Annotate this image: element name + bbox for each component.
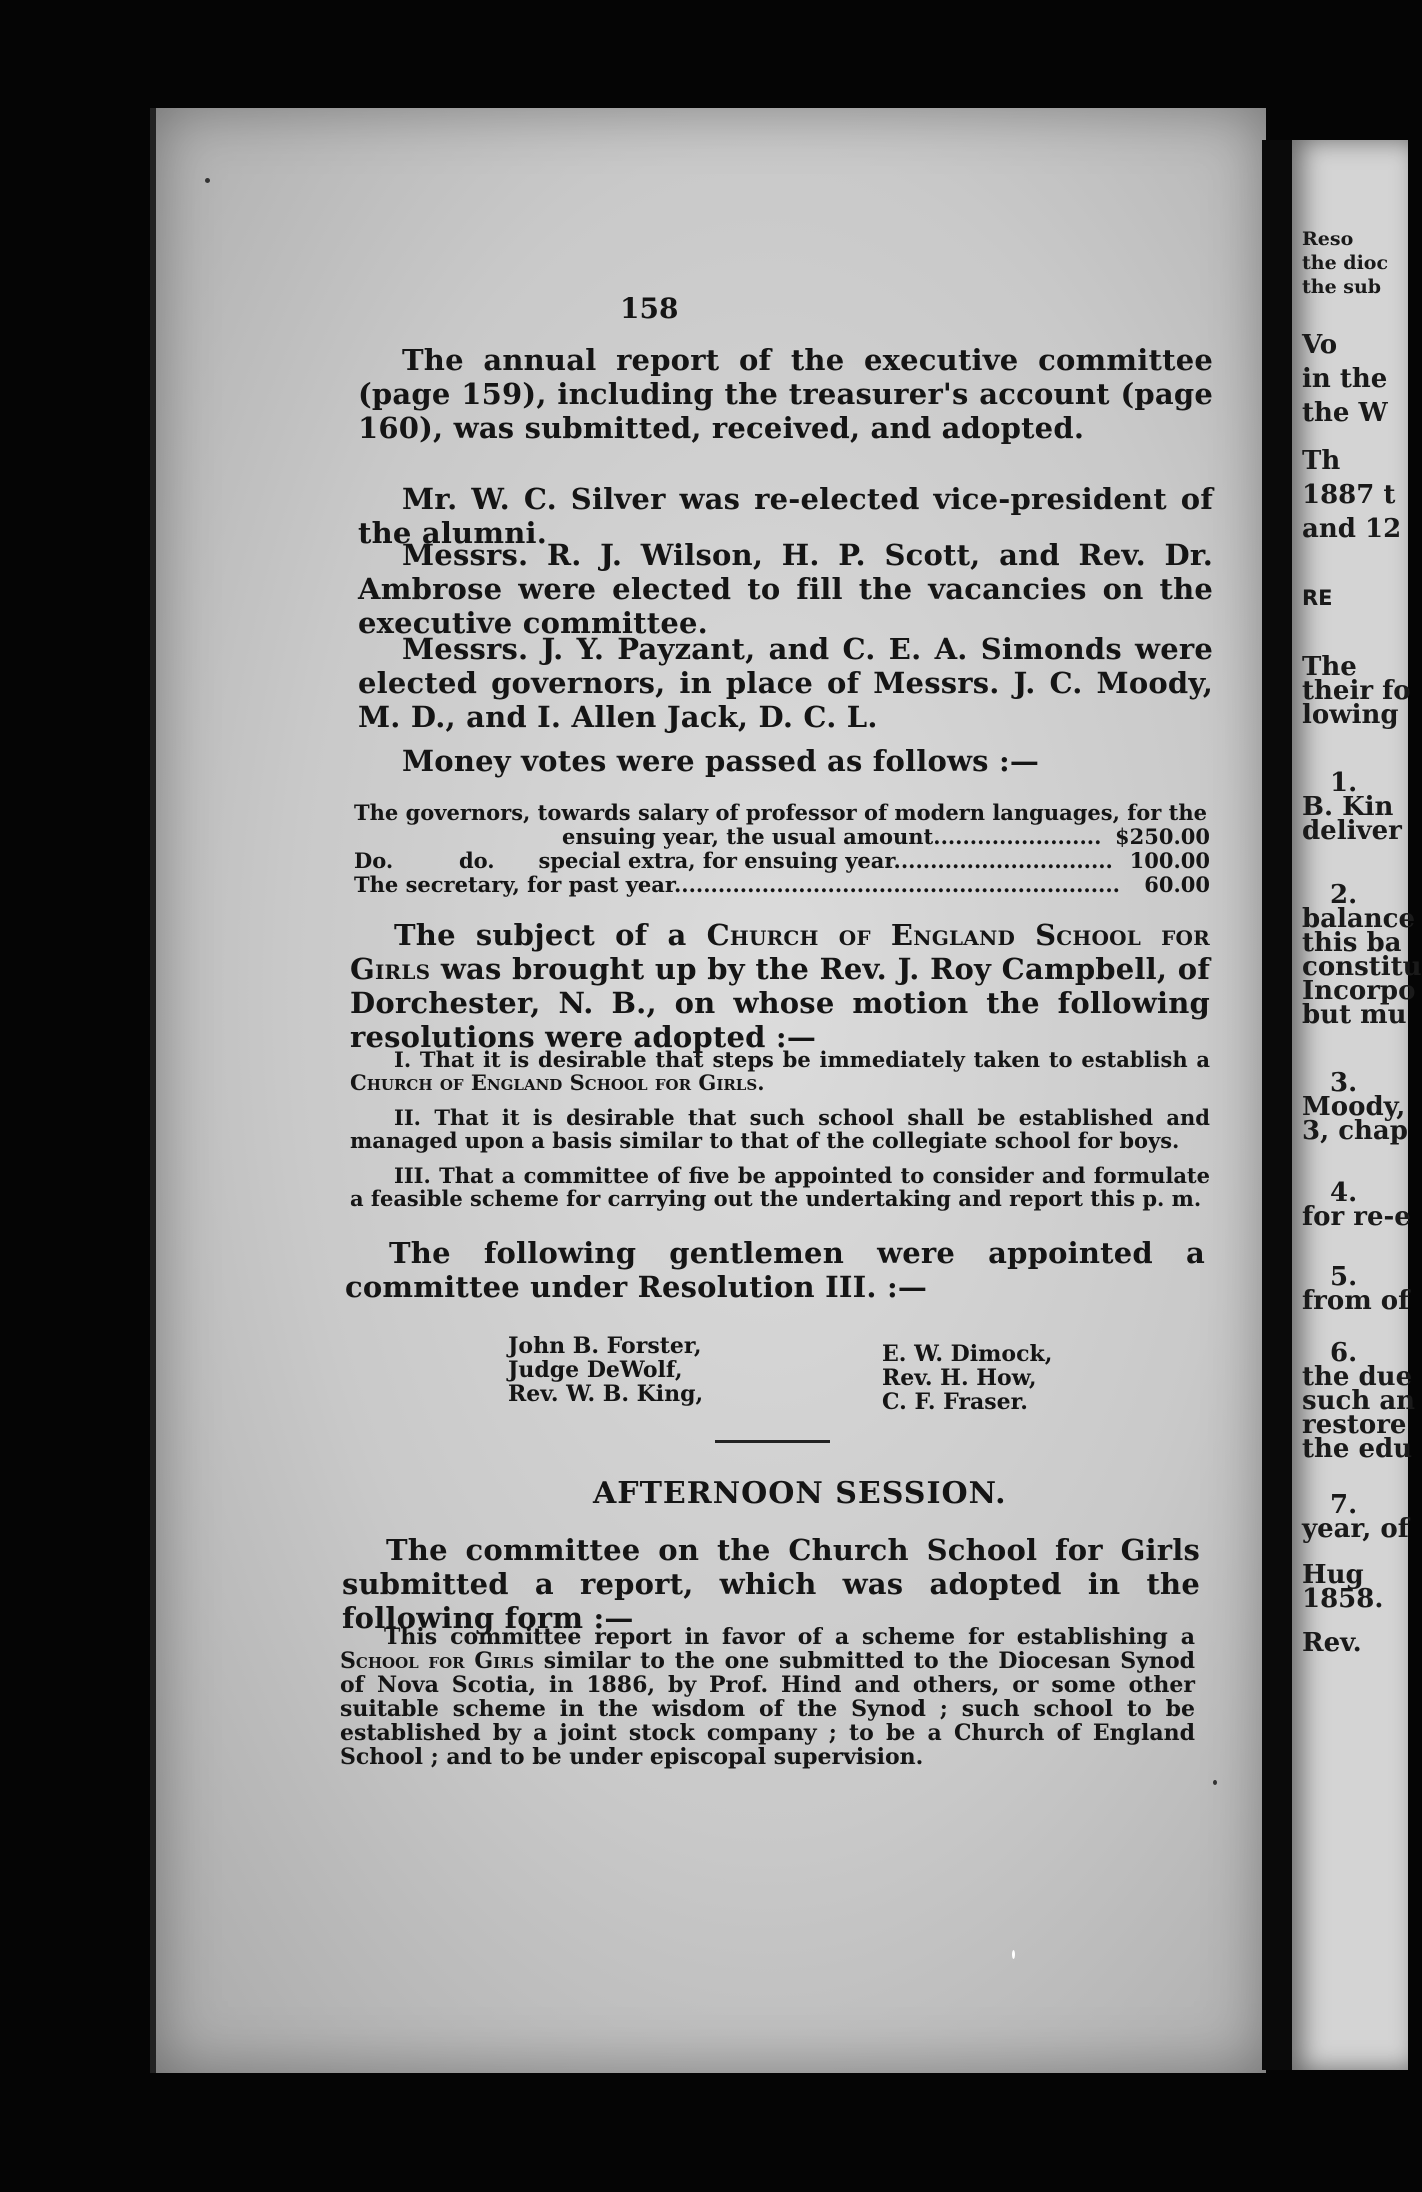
adjacent-page-text: 2. (1330, 880, 1358, 910)
adjacent-page-text: restore (1302, 1410, 1407, 1440)
section-divider (715, 1440, 830, 1443)
money-vote-amount-1: $250.00 (1115, 824, 1210, 849)
paragraph-governors: Messrs. J. Y. Payzant, and C. E. A. Simonds were elected governors, in place of Messrs. J. C. Moody, M. D., and I. Allen Jack, D. C. L. (358, 632, 1213, 734)
subject-post: was brought up by the Rev. J. Roy Campbell, of Dorchester, N. B., on whose motion the following resolutions were adopted :— (350, 952, 1210, 1054)
resolution-1-pre: I. That it is desirable that steps be immediately taken to establish a (394, 1047, 1210, 1072)
adjacent-page-text: the due (1302, 1362, 1413, 1392)
report-post: similar to the one submitted to the Diocesan Synod of Nova Scotia, in 1886, by Prof. Hind and others, or some other suitable scheme in the wisdom of the Synod ; such school to be established by a joint stock company ; to be a Church of England School ; and to be under episcopal supervision. (340, 1648, 1196, 1770)
money-vote-row-3: The secretary, for past year............................................................. (354, 872, 1120, 897)
adjacent-page-text: 1887 t (1302, 480, 1396, 510)
adjacent-page-text: 1. (1330, 768, 1358, 798)
adjacent-page-text: 6. (1330, 1338, 1358, 1368)
paragraph-annual-report: The annual report of the executive committee (page 159), including the treasurer's account (page 160), was submitted, received, and adopted. (358, 343, 1213, 445)
adjacent-page-text: but mu (1302, 1000, 1407, 1030)
committee-member: C. F. Fraser. (882, 1389, 1028, 1415)
committee-report (340, 1625, 1195, 1769)
adjacent-page-text: from of (1302, 1286, 1410, 1316)
adjacent-page-text: year, of (1302, 1514, 1409, 1544)
adjacent-page-text: Incorpo (1302, 976, 1416, 1006)
scan-speck (1012, 1950, 1015, 1959)
adjacent-page-fragment (1292, 140, 1422, 2070)
resolution-1-post: . (757, 1070, 765, 1095)
money-vote-row-2: Do. do. special extra, for ensuing year.............................. (354, 848, 1113, 873)
adjacent-page-text: Moody, (1302, 1092, 1406, 1122)
adjacent-page-text: 4. (1330, 1178, 1358, 1208)
adjacent-page-text: balance (1302, 904, 1416, 934)
adjacent-page-text: lowing (1302, 700, 1399, 730)
committee-member: Rev. H. How, (882, 1365, 1037, 1391)
report-school-name: School for Girls (340, 1648, 535, 1674)
scan-speck (1213, 1780, 1217, 1785)
adjacent-page-text: this ba (1302, 928, 1402, 958)
adjacent-page-text: for re-e (1302, 1202, 1411, 1232)
adjacent-page-text: and 12 (1302, 514, 1402, 544)
paragraph-elected-committee: Messrs. R. J. Wilson, H. P. Scott, and Rev. Dr. Ambrose were elected to fill the vacancies on the executive committee. (358, 538, 1213, 640)
adjacent-page-text: the sub (1302, 276, 1382, 298)
paragraph-money-votes: Money votes were passed as follows :— (402, 744, 1040, 778)
adjacent-page-text: in the (1302, 364, 1388, 394)
paragraph-subject (350, 918, 1210, 1054)
adjacent-page-text: the W (1302, 398, 1388, 428)
committee-member: Rev. W. B. King, (508, 1381, 704, 1407)
adjacent-page-text: constitu (1302, 952, 1422, 982)
scan-speck (205, 178, 210, 183)
adjacent-page-text: B. Kin (1302, 792, 1394, 822)
adjacent-page-text: Rev. (1302, 1628, 1362, 1658)
adjacent-page-text: such an (1302, 1386, 1416, 1416)
resolution-2: II. That it is desirable that such school shall be established and managed upon a basis similar to that of the collegiate school for boys. (350, 1105, 1210, 1153)
adjacent-page-text: 3. (1330, 1068, 1358, 1098)
adjacent-page-text: their fo (1302, 676, 1411, 706)
resolution-1 (350, 1048, 1210, 1094)
committee-member: Judge DeWolf, (508, 1357, 683, 1383)
resolution-1-school-name: Church of England School for Girls (350, 1070, 758, 1095)
subject-school-name: Church of England School for Girls (350, 918, 1210, 986)
adjacent-page-text: 5. (1330, 1262, 1358, 1292)
adjacent-page-text: RE (1302, 586, 1333, 610)
adjacent-page-text: 7. (1330, 1490, 1358, 1520)
resolution-3: III. That a committee of five be appointed to consider and formulate a feasible scheme for carrying out the undertaking and report this p. m. (350, 1163, 1210, 1211)
money-vote-amount-2: 100.00 (1129, 848, 1210, 873)
adjacent-page-text: 1858. (1302, 1584, 1384, 1614)
adjacent-page-text: the dioc (1302, 252, 1389, 274)
adjacent-page-text: 3, chap (1302, 1116, 1408, 1146)
paragraph-silver: Mr. W. C. Silver was re-elected vice-president of the alumni. (358, 482, 1213, 550)
adjacent-page-text: The (1302, 652, 1357, 682)
money-vote-row-1-line-2: ensuing year, the usual amount....................... (562, 824, 1102, 849)
committee-member: E. W. Dimock, (882, 1341, 1053, 1367)
money-vote-row-1-line-1: The governors, towards salary of professor of modern languages, for the (354, 800, 1207, 825)
adjacent-page-text: deliver (1302, 816, 1402, 846)
report-pre: This committee report in favor of a scheme for establishing a (384, 1624, 1195, 1650)
committee-member: John B. Forster, (508, 1333, 702, 1359)
subject-pre: The subject of a (394, 918, 707, 952)
afternoon-session-heading: AFTERNOON SESSION. (593, 1476, 1007, 1511)
paragraph-afternoon: The committee on the Church School for Girls submitted a report, which was adopted in the following form :— (342, 1533, 1200, 1635)
adjacent-page-text: Reso (1302, 228, 1354, 250)
page-number: 158 (620, 292, 679, 325)
adjacent-page-text: Vo (1302, 330, 1338, 360)
book-gutter (1262, 140, 1292, 2070)
paragraph-committee-intro: The following gentlemen were appointed a committee under Resolution III. :— (345, 1236, 1205, 1304)
adjacent-page-text: Hug (1302, 1560, 1364, 1590)
money-vote-amount-3: 60.00 (1144, 872, 1210, 897)
adjacent-page-text: Th (1302, 446, 1341, 476)
adjacent-page-text: the edu (1302, 1434, 1413, 1464)
